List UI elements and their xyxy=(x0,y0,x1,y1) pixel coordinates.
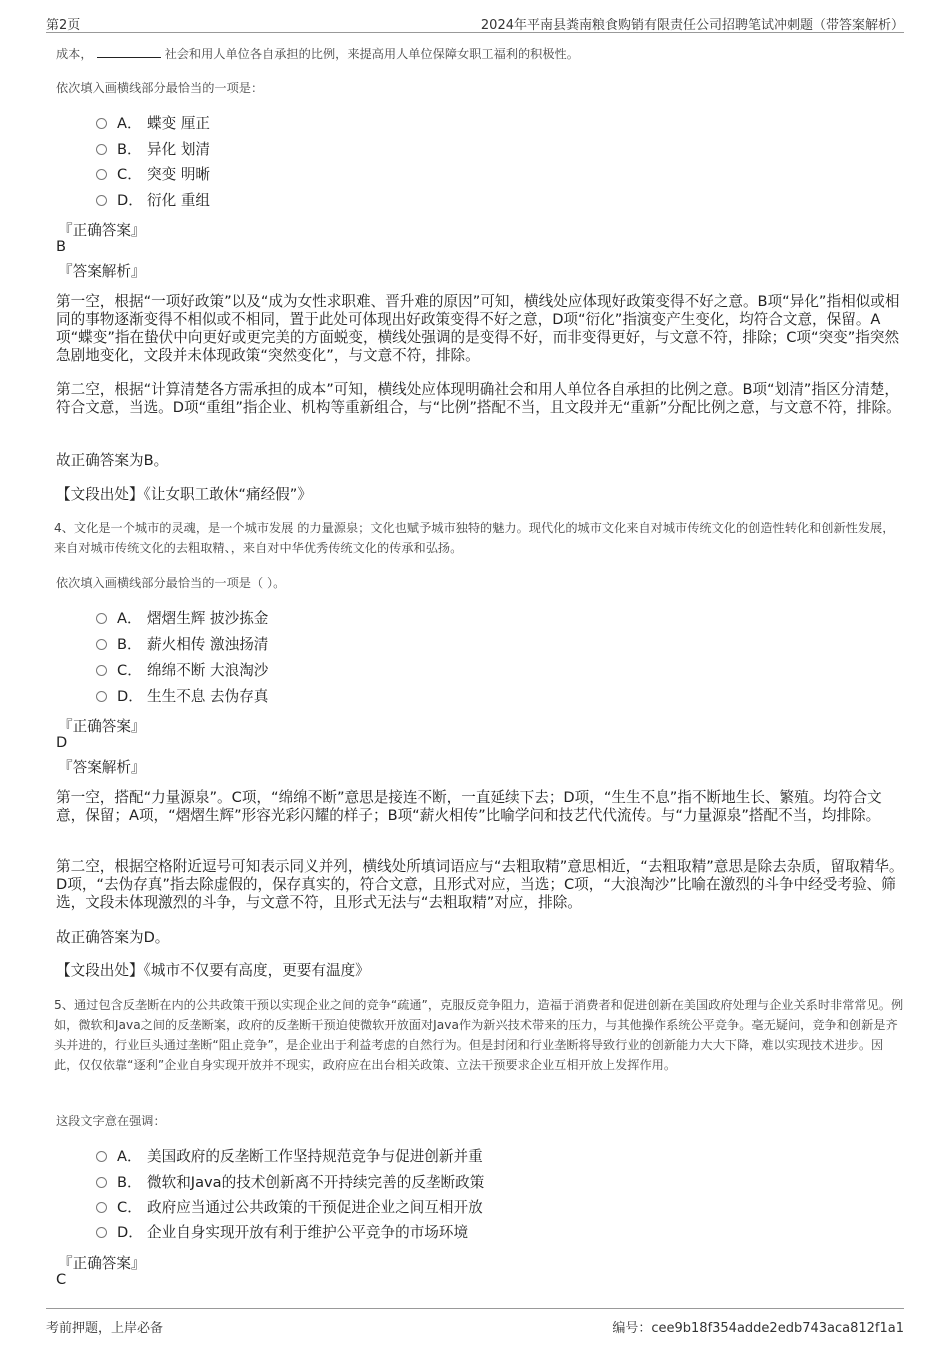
document-title: 2024年平南县粪南粮食购销有限责任公司招聘笔试冲刺题（带答案解析） xyxy=(480,18,904,33)
q4-analysis-p2: 第二空，根据空格附近逗号可知表示同义并列，横线处所填词语应与“去粗取精”意思相近，“去粗取精”意思是除去杂质，留取精华。D项，“去伪存真”指去除虚假的，保存真实的，符合文意，且形式对应，当选；C项，“大浪淘沙”比喻在激烈的斗争中经受考验、筛选，文段未体现激烈的斗争，与文意不符，且形式无法与“去粗取精”对应，排除。 xyxy=(56,858,904,911)
radio-icon[interactable] xyxy=(96,169,107,180)
q3-analysis-label: 『答案解析』 xyxy=(58,263,146,280)
q4-option-a[interactable]: A． 熠熠生辉 披沙拣金 xyxy=(96,608,268,630)
q4-conclusion: 故正确答案为D。 xyxy=(56,929,170,946)
q3-option-c[interactable]: C． 突变 明晰 xyxy=(96,164,210,186)
footer-slogan: 考前押题，上岸必备 xyxy=(46,1321,164,1336)
radio-icon[interactable] xyxy=(96,1202,107,1213)
q5-option-d[interactable]: D． 企业自身实现开放有利于维护公平竞争的市场环境 xyxy=(96,1222,468,1244)
radio-icon[interactable] xyxy=(96,691,107,702)
radio-icon[interactable] xyxy=(96,144,107,155)
q3-analysis-p2: 第二空，根据“计算清楚各方需承担的成本”可知，横线处应体现明确社会和用人单位各自承担的比例之意。B项“划清”指区分清楚，符合文意，当选。D项“重组”指企业、机构等重新组合，与“比例”搭配不当，且文段并无“重新”分配比例之意，与文意不符，排除。 xyxy=(56,381,901,416)
q5-option-a[interactable]: A． 美国政府的反垄断工作坚持规范竞争与促进创新并重 xyxy=(96,1146,483,1168)
document-code: 编号：cee9b18f354adde2edb743aca812f1a1 xyxy=(612,1321,904,1336)
radio-icon[interactable] xyxy=(96,665,107,676)
q3-source: 【文段出处】《让女职工敢休“痛经假”》 xyxy=(56,486,312,503)
page-header xyxy=(46,10,904,33)
radio-icon[interactable] xyxy=(96,195,107,206)
q3-option-a[interactable]: A． 蝶变 厘正 xyxy=(96,113,210,135)
q3-option-d[interactable]: D． 衍化 重组 xyxy=(96,190,210,212)
page-footer xyxy=(46,1308,904,1339)
q5-option-b[interactable]: B． 微软和Java的技术创新离不开持续完善的反垄断政策 xyxy=(96,1172,484,1194)
q3-stem: 成本， 社会和用人单位各自承担的比例，来提高用人单位保障女职工福利的积极性。 xyxy=(56,47,579,61)
q4-analysis-p1: 第一空，搭配“力量源泉”。C项，“绵绵不断”意思是接连不断，一直延续下去；D项，“生生不息”指不断地生长、繁殖。均符合文意，保留；A项，“熠熠生辉”形容光彩闪耀的样子；B项“薪火相传”比喻学问和技艺代代流传。与“力量源泉”搭配不当，均排除。 xyxy=(56,789,882,824)
q4-answer-label: 『正确答案』 xyxy=(58,718,146,735)
q4-option-d[interactable]: D． 生生不息 去伪存真 xyxy=(96,686,268,708)
q3-conclusion: 故正确答案为B。 xyxy=(56,452,169,469)
radio-icon[interactable] xyxy=(96,1177,107,1188)
q3-prompt: 依次填入画横线部分最恰当的一项是： xyxy=(56,81,264,95)
q4-option-c[interactable]: C． 绵绵不断 大浪淘沙 xyxy=(96,660,268,682)
q3-option-b[interactable]: B． 异化 划清 xyxy=(96,139,210,161)
q3-answer: B xyxy=(56,238,67,255)
q5-answer-label: 『正确答案』 xyxy=(58,1255,146,1272)
q3-answer-label: 『正确答案』 xyxy=(58,222,146,239)
radio-icon[interactable] xyxy=(96,613,107,624)
radio-icon[interactable] xyxy=(96,1151,107,1162)
q4-analysis-label: 『答案解析』 xyxy=(58,759,146,776)
q4-option-b[interactable]: B． 薪火相传 激浊扬清 xyxy=(96,634,268,656)
radio-icon[interactable] xyxy=(96,118,107,129)
q4-stem: 4、文化是一个城市的灵魂，是一个城市发展 的力量源泉；文化也赋予城市独特的魅力。现代化的城市文化来自对城市传统文化的创造性转化和创新性发展，来自对城市传统文化的去粗取精、，来自对中华优秀传统文化的传承和弘扬。 xyxy=(54,521,895,555)
q5-answer: C xyxy=(56,1271,67,1288)
q5-stem: 5、通过包含反垄断在内的公共政策干预以实现企业之间的竞争“疏通”，克服反竞争阻力，造福于消费者和促进创新在美国政府处理与企业关系时非常常见。例如，微软和Java之间的反垄断案，政府的反垄断干预迫使微软开放面对Java作为新兴技术带来的压力，与其他操作系统公平竞争。毫无疑问，竞争和创新是齐头并进的，行业巨头通过垄断“阻止竞争”，是企业出于利益考虑的自然行为。但是封闭和行业垄断将导致行业的创新能力大大下降，难以实现技术进步。因此，仅仅依靠“逐利”企业自身实现开放并不现实，政府应在出台相关政策、立法干预要求企业互相开放上发挥作用。 xyxy=(54,998,904,1072)
blank-line xyxy=(97,47,161,58)
q3-analysis-p1: 第一空，根据“一项好政策”以及“成为女性求职难、晋升难的原因”可知，横线处应体现好政策变得不好之意。B项“异化”指相似或相同的事物逐渐变得不相似或不相同，置于此处可体现出好政策变得不好之意，D项“衍化”指演变产生变化，均符合文意，保留。A项“蝶变”指在蛰伏中向更好或更完美的方面蜕变，横线处强调的是变得不好，而非变得更好，与文意不符，排除；C项“突变”指突然急剧地变化，文段并未体现政策“突然变化”，与文意不符，排除。 xyxy=(56,293,900,364)
page-number: 第2页 xyxy=(46,18,81,33)
q4-answer: D xyxy=(56,734,68,751)
radio-icon[interactable] xyxy=(96,1227,107,1238)
q5-option-c[interactable]: C． 政府应当通过公共政策的干预促进企业之间互相开放 xyxy=(96,1197,483,1219)
q5-prompt: 这段文字意在强调： xyxy=(56,1114,166,1128)
q4-prompt: 依次填入画横线部分最恰当的一项是（ ）。 xyxy=(56,576,286,590)
radio-icon[interactable] xyxy=(96,639,107,650)
q4-source: 【文段出处】《城市不仅要有高度，更要有温度》 xyxy=(56,962,370,979)
